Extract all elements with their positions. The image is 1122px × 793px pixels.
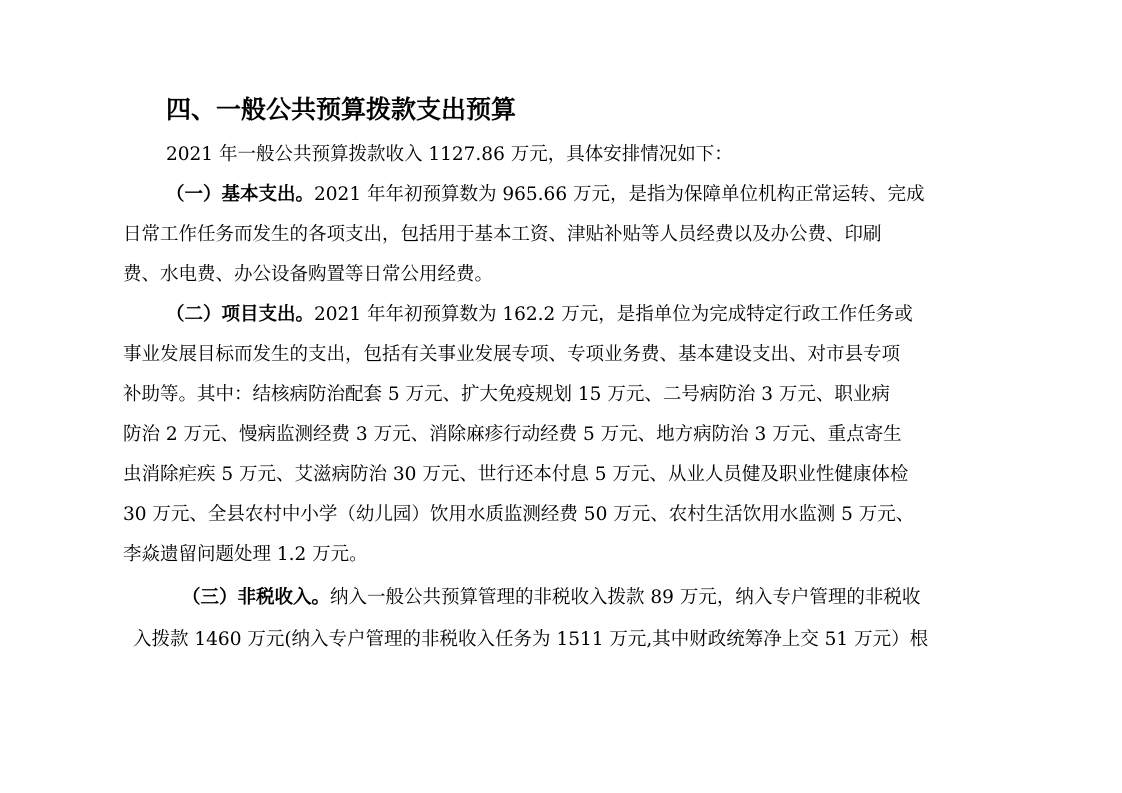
project-expense-line-7: 李焱遗留问题处理 1.2 万元。 [123,544,368,565]
project-expense-line-4: 防治 2 万元、慢病监测经费 3 万元、消除麻疹行动经费 5 万元、地方病防治 3 万元、重点寄生 [123,424,902,445]
project-expense-line-6: 30 万元、全县农村中小学（幼儿园）饮用水质监测经费 50 万元、农村生活饮用水监测 5 万元、 [123,504,915,525]
project-expense-line-3: 补助等。其中：结核病防治配套 5 万元、扩大免疫规划 15 万元、二号病防治 3 万元、职业病 [123,384,890,405]
nontax-income-text: 纳入一般公共预算管理的非税收入拨款 89 万元，纳入专户管理的非税收 [330,587,921,608]
basic-expense-line-2: 日常工作任务而发生的各项支出，包括用于基本工资、津贴补贴等人员经费以及办公费、印刷 [123,224,882,245]
project-expense-text: 2021 年年初预算数为 162.2 万元，是指单位为完成特定行政工作任务或 [314,304,913,325]
section-heading: 四、一般公共预算拨款支出预算 [166,95,517,124]
project-expense-line-1 [166,302,913,328]
nontax-income-label: （三）非税收入。 [182,587,331,608]
nontax-income-line-1 [182,585,920,611]
intro-paragraph: 2021 年一般公共预算拨款收入 1127.86 万元，具体安排情况如下： [166,144,733,165]
basic-expense-line-3: 费、水电费、办公设备购置等日常公用经费。 [123,264,494,285]
nontax-income-line-2: 入拨款 1460 万元(纳入专户管理的非税收入任务为 1511 万元,其中财政统筹净上交 51 万元）根 [133,629,929,650]
basic-expense-text: 2021 年年初预算数为 965.66 万元，是指为保障单位机构正常运转、完成 [314,184,925,205]
project-expense-label: （二）项目支出。 [166,304,315,325]
basic-expense-label: （一）基本支出。 [166,184,315,205]
project-expense-line-5: 虫消除疟疾 5 万元、艾滋病防治 30 万元、世行还本付息 5 万元、从业人员健及职业性健康体检 [123,464,909,485]
basic-expense-line-1 [166,182,924,208]
project-expense-line-2: 事业发展目标而发生的支出，包括有关事业发展专项、专项业务费、基本建设支出、对市县专项 [123,344,901,365]
